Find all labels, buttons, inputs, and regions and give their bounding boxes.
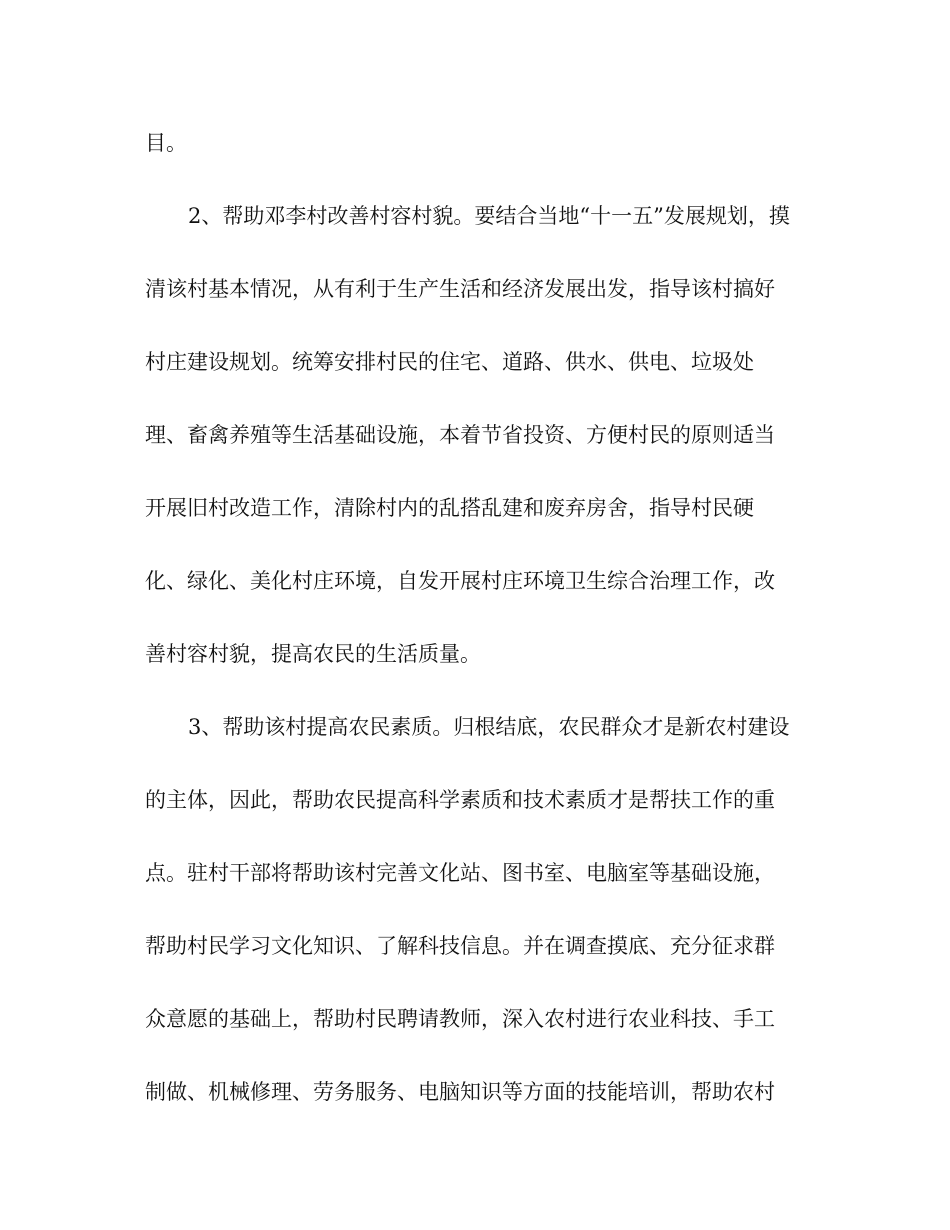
- text-line: 帮助村民学习文化知识、了解科技信息。并在调查摸底、充分征求群: [145, 934, 775, 958]
- paragraph-2-first-line: 2、帮助邓李村改善村容村貌。要结合当地“十一五”发展规划，摸: [188, 204, 790, 228]
- text-line: 目。: [145, 131, 187, 155]
- text-line: 开展旧村改造工作，清除村内的乱搭乱建和废弃房舍，指导村民硬: [145, 496, 754, 520]
- text-line: 的主体，因此，帮助农民提高科学素质和技术素质才是帮扶工作的重: [145, 788, 775, 812]
- paragraph-3-first-line: 3、帮助该村提高农民素质。归根结底，农民群众才是新农村建设: [188, 715, 790, 739]
- text-line: 清该村基本情况，从有利于生产生活和经济发展出发，指导该村搞好: [145, 277, 775, 301]
- text-line: 众意愿的基础上，帮助村民聘请教师，深入农村进行农业科技、手工: [145, 1007, 775, 1031]
- text-line: 点。驻村干部将帮助该村完善文化站、图书室、电脑室等基础设施，: [145, 861, 775, 885]
- text-line: 善村容村貌，提高农民的生活质量。: [145, 642, 481, 666]
- text-line: 化、绿化、美化村庄环境，自发开展村庄环境卫生综合治理工作，改: [145, 569, 775, 593]
- text-line: 理、畜禽养殖等生活基础设施，本着节省投资、方便村民的原则适当: [145, 423, 775, 447]
- text-line: 村庄建设规划。统筹安排村民的住宅、道路、供水、供电、垃圾处: [145, 350, 754, 374]
- text-line: 制做、机械修理、劳务服务、电脑知识等方面的技能培训，帮助农村: [145, 1080, 775, 1104]
